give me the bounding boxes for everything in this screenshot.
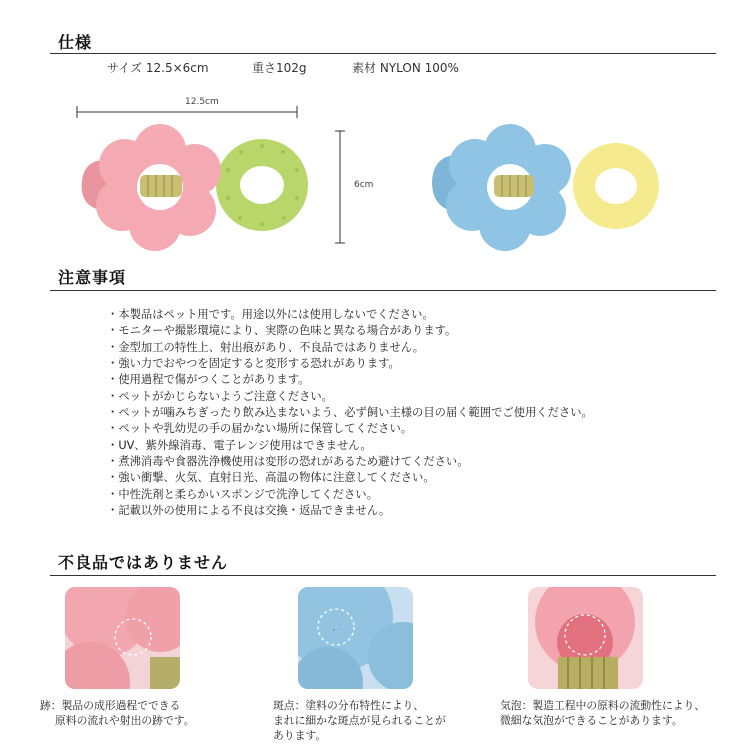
section-rule <box>50 53 716 54</box>
caution-item: ・ 中性洗剤と柔らかいスポンジで洗浄してください。 <box>107 487 593 503</box>
caution-item: ・ 記載以外の使用による不良は交換・返品できません。 <box>107 503 593 519</box>
caution-item: ・ 使用過程で傷がつくことがあります。 <box>107 372 593 388</box>
section-title-defect: 不良品ではありません <box>58 553 229 572</box>
caution-item: ・ 煮沸消毒や食器洗浄機使用は変形の恐れがあるため避けてください。 <box>107 454 593 470</box>
section-rule <box>50 290 716 291</box>
pink-green-toy <box>82 124 308 251</box>
defect-caption-bubble <box>500 698 705 728</box>
height-dimension-label: 6cm <box>354 180 374 190</box>
defect-caption-mark <box>40 698 195 728</box>
caution-item: ・ 強い力でおやつを固定すると変形する恐れがあります。 <box>107 356 593 372</box>
caution-item: ・ モニターや撮影環境により、実際の色味と異なる場合があります。 <box>107 323 593 339</box>
caution-item: ・ UV、紫外線消毒、電子レンジ使用はできません。 <box>107 438 593 454</box>
spec-weight: 重さ102g <box>252 61 307 75</box>
section-title-spec: 仕様 <box>58 33 93 52</box>
section-rule <box>50 575 716 576</box>
defect-caption-line: 跡：製品の成形過程でできる <box>40 699 181 712</box>
caution-item: ・ 強い衝撃、火気、直射日光、高温の物体に注意してください。 <box>107 470 593 486</box>
defect-caption-line: 斑点：塗料の分布特性により、 <box>273 699 425 712</box>
defect-caption-line: まれに細かな斑点が見られることが <box>273 714 446 727</box>
defect-photo-mark <box>65 587 180 689</box>
caution-list <box>107 307 593 519</box>
caution-item: ・ ペットや乳幼児の手の届かない場所に保管してください。 <box>107 421 593 437</box>
width-dimension-marker <box>77 106 297 118</box>
defect-caption-spot <box>273 698 446 743</box>
defect-caption-line: あります。 <box>273 729 327 742</box>
defect-caption-line: 原料の流れや射出の跡です。 <box>55 714 195 727</box>
caution-item: ・ ペットがかじらないようご注意ください。 <box>107 389 593 405</box>
product-illustrations <box>0 0 750 260</box>
caution-item: ・ 金型加工の特性上、射出痕があり、不良品ではありません。 <box>107 340 593 356</box>
caution-item: ・ 本製品はペット用です。用途以外には使用しないでください。 <box>107 307 593 323</box>
height-dimension-marker <box>335 131 345 243</box>
defect-caption-line: 微細な気泡ができることがあります。 <box>500 714 683 727</box>
blue-yellow-toy <box>432 124 659 251</box>
defect-photo-spot <box>298 587 413 689</box>
section-title-caution: 注意事項 <box>58 268 127 287</box>
defect-caption-line: 気泡：製造工程中の原料の流動性により、 <box>500 699 706 712</box>
caution-item: ・ ペットが噛みちぎったり飲み込まないよう、必ず飼い主様の目の届く範囲でご使用ください。 <box>107 405 593 421</box>
spec-material: 素材 NYLON 100% <box>352 61 459 75</box>
spec-size: サイズ 12.5×6cm <box>107 61 209 75</box>
defect-photo-bubble <box>528 587 643 689</box>
width-dimension-label: 12.5cm <box>185 97 219 107</box>
